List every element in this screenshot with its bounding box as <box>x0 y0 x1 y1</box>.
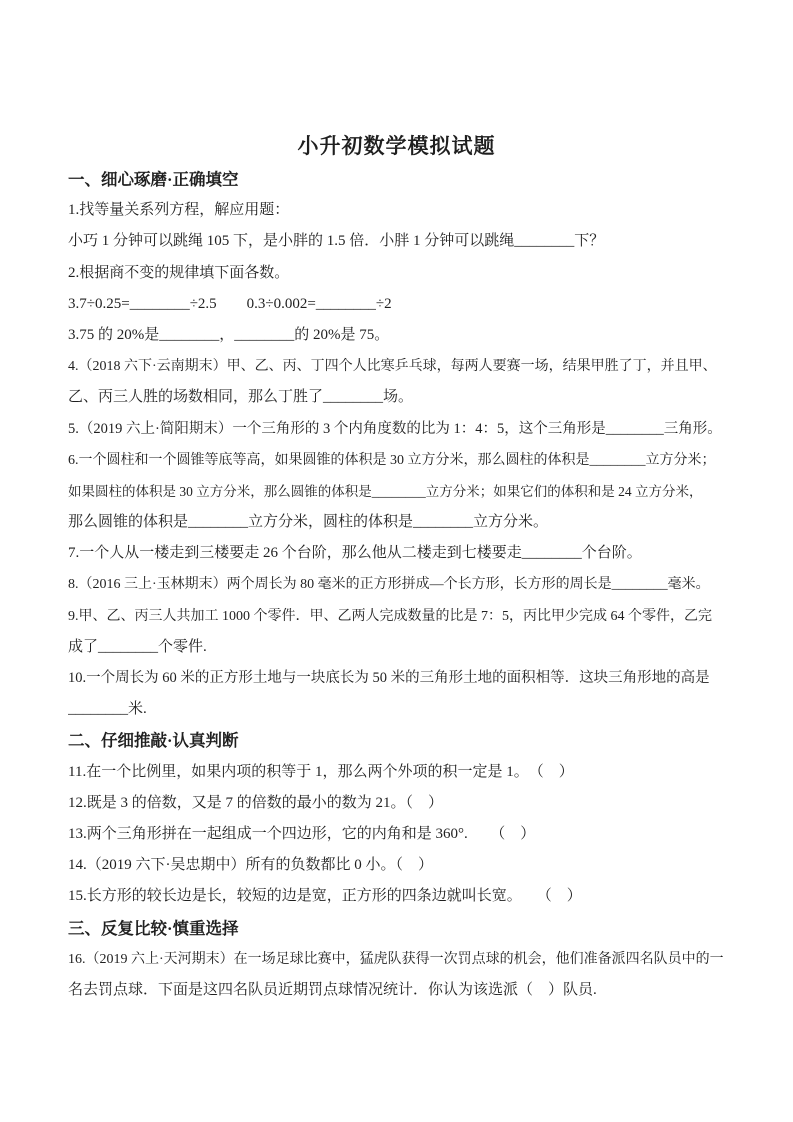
line-q15: 15.长方形的较长边是长，较短的边是宽，正方形的四条边就叫长宽。 （ ） <box>68 888 582 905</box>
line-q4-2: 乙、丙三人胜的场数相同，那么丁胜了________场。 <box>68 389 414 406</box>
line-q10-2: ________米. <box>68 701 147 718</box>
section-1-heading: 一、细心琢磨·正确填空 <box>68 170 239 189</box>
document-body <box>0 164 793 1006</box>
line-q16: 16.（2019 六上·天河期末）在一场足球比赛中，猛虎队获得一次罚点球的机会，他们准备派四名队员中的一 <box>68 951 724 967</box>
line-q4: 4.（2018 六下·云南期末）甲、乙、丙、丁四个人比寒乒乓球，每两人要赛一场，结果甲胜了丁，并且甲、 <box>68 359 717 375</box>
line-q8: 8.（2016 三上·玉林期末）两个周长为 80 毫米的正方形拼成—个长方形，长方形的周长是________毫米。 <box>68 577 710 593</box>
section-3-heading: 三、反复比较·慎重选择 <box>68 918 239 938</box>
line-q7: 7.一个人从一楼走到三楼要走 26 个台阶，那么他从二楼走到七楼要走________个台阶。 <box>68 545 642 562</box>
line-q2: 2.根据商不变的规律填下面各数。 <box>68 264 290 281</box>
line-q12: 12.既是 3 的倍数，又是 7 的倍数的最小的数为 21。（ ） <box>68 794 444 811</box>
line-q6: 6.一个圆柱和一个圆锥等底等高，如果圆锥的体积是 30 立方分米，那么圆柱的体积是________立方分米； <box>68 452 716 468</box>
line-q13: 13.两个三角形拼在一起组成一个四边形，它的内角和是 360°. （ ） <box>68 825 536 842</box>
line-q3: 3.75 的 20%是________，________的 20%是 75。 <box>68 326 390 343</box>
line-q1: 1.找等量关系列方程，解应用题： <box>68 202 290 219</box>
line-q2-equations: 3.7÷0.25=________÷2.5 0.3÷0.002=________÷2 <box>68 295 392 312</box>
line-q16-2: 名去罚点球．下面是这四名队员近期罚点球情况统计．你认为该选派（ ）队员. <box>68 981 597 998</box>
section-2-heading: 二、仔细推敲·认真判断 <box>68 731 239 751</box>
line-q9: 9.甲、乙、丙三人共加工 1000 个零件．甲、乙两人完成数量的比是 7：5，丙比甲少完成 64 个零件，乙完 <box>68 608 712 624</box>
line-q11: 11.在一个比例里，如果内项的积等于 1，那么两个外项的积一定是 1。 （ ） <box>68 763 574 780</box>
line-q9-2: 成了________个零件. <box>68 638 207 655</box>
line-q14: 14.（2019 六下·吴忠期中）所有的负数都比 0 小。（ ） <box>68 857 433 874</box>
document-title: 小升初数学模拟试题 <box>297 134 496 158</box>
line-q10: 10.一个周长为 60 米的正方形土地与一块底长为 50 米的三角形土地的面积相等．这块三角形地的高是 <box>68 670 710 686</box>
line-q5: 5.（2019 六上·简阳期末）一个三角形的 3 个内角度数的比为 1：4：5，这个三角形是________三角形。 <box>68 420 722 437</box>
line-q1-2: 小巧 1 分钟可以跳绳 105 下，是小胖的 1.5 倍．小胖 1 分钟可以跳绳________下？ <box>68 233 605 250</box>
line-q6-3: 那么圆锥的体积是________立方分米，圆柱的体积是________立方分米。 <box>68 514 549 531</box>
line-q6-2: 如果圆柱的体积是 30 立方分米，那么圆锥的体积是________立方分米；如果它们的体积和是 24 立方分米， <box>68 483 703 499</box>
